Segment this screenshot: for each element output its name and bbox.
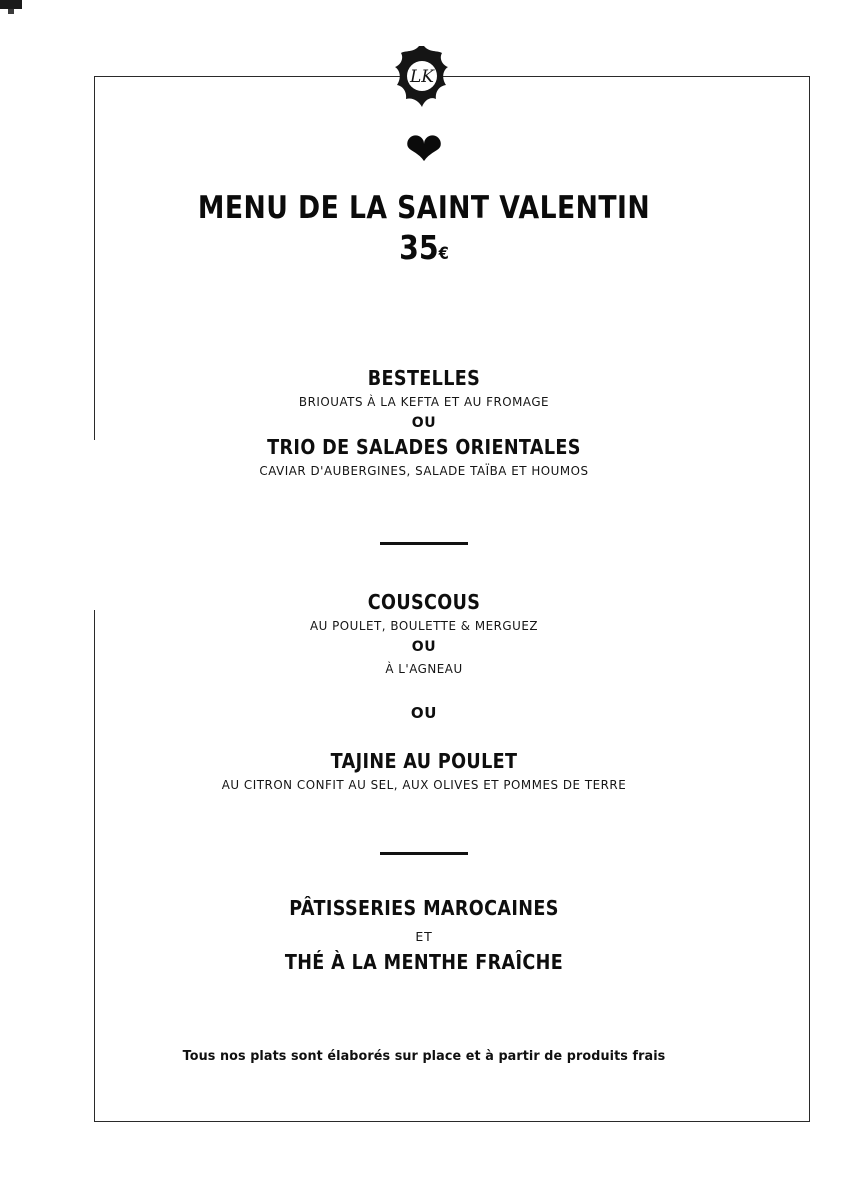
course-separator: ET: [415, 929, 433, 944]
dish-option-separator: OU: [411, 639, 437, 655]
heart-icon: ❤: [404, 123, 444, 175]
course-dessert: [0, 895, 848, 975]
dish-description: AU POULET, BOULETTE & MERGUEZ: [309, 618, 539, 633]
course-separator: OU: [411, 415, 437, 431]
dish-description: CAVIAR D'AUBERGINES, SALADE TAÏBA ET HOUMOS: [259, 463, 589, 478]
dish-name: THÉ À LA MENTHE FRAÎCHE: [284, 950, 564, 974]
menu-price: [59, 228, 788, 267]
dish-name: TAJINE AU POULET: [330, 749, 518, 773]
course-separator: OU: [410, 704, 438, 722]
logo-monogram-text: LK: [410, 67, 434, 87]
course-starter: [0, 365, 848, 480]
dish-description: BRIOUATS À LA KEFTA ET AU FROMAGE: [298, 394, 550, 409]
page-title: MENU DE LA SAINT VALENTIN: [197, 190, 651, 226]
dish-name: BESTELLES: [367, 366, 481, 390]
spacer: [0, 855, 848, 895]
dish-name: PÂTISSERIES MAROCAINES: [289, 896, 559, 920]
footer-note: Tous nos plats sont élaborés sur place et à partir de produits frais: [182, 1049, 666, 1064]
dish-name: COUSCOUS: [367, 590, 481, 614]
dish-description: AU CITRON CONFIT AU SEL, AUX OLIVES ET POMMES DE TERRE: [221, 777, 627, 792]
currency-symbol: €: [438, 244, 449, 264]
spacer: [0, 545, 848, 589]
price-value: 35: [399, 228, 439, 267]
dish-name: TRIO DE SALADES ORIENTALES: [267, 435, 581, 459]
dish-description-alt: À L'AGNEAU: [385, 661, 463, 676]
course-main: [0, 589, 848, 794]
